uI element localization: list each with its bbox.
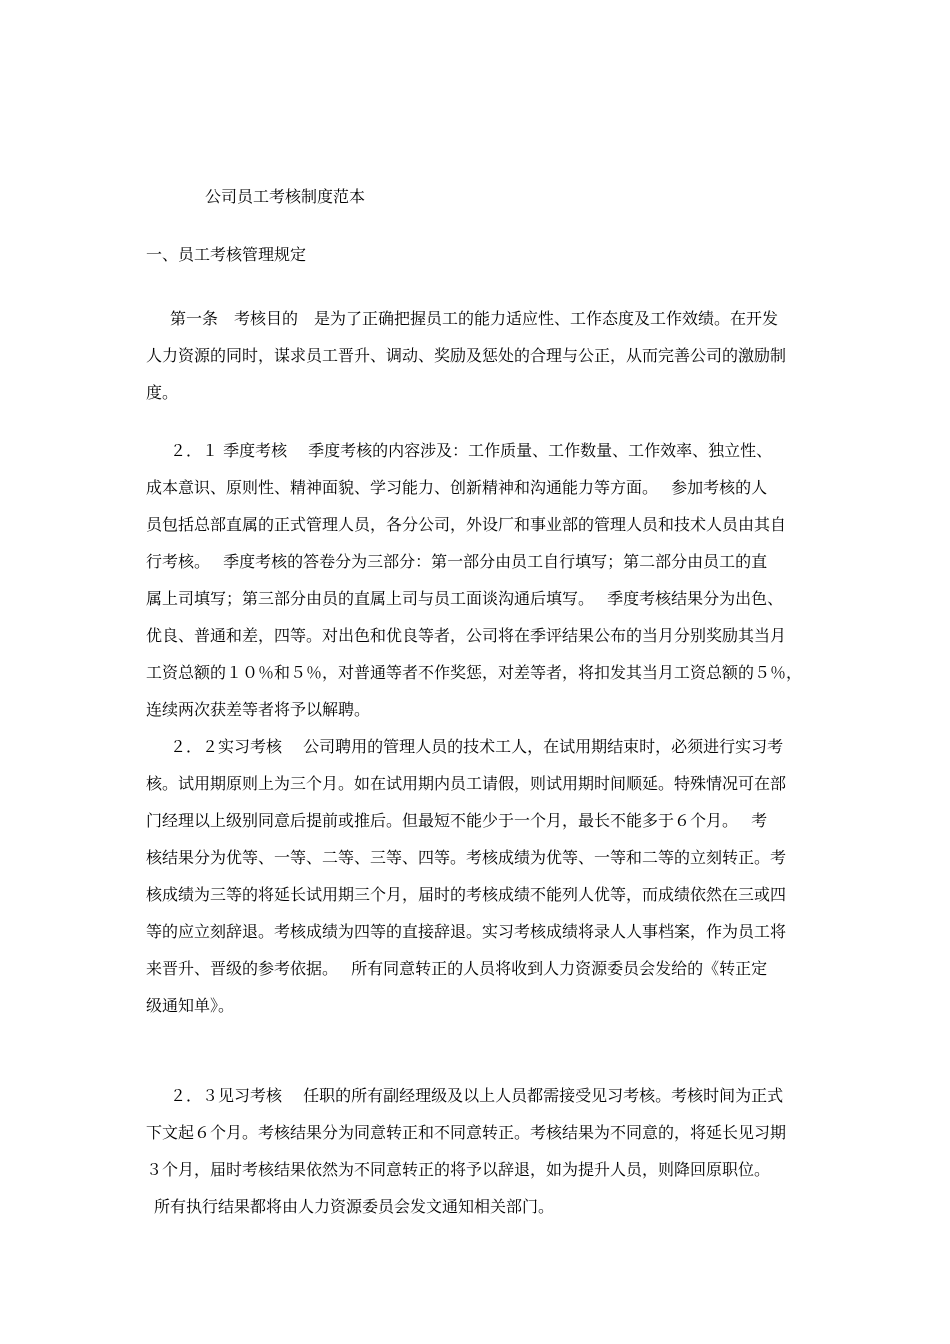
paragraph-line: 人力资源的同时，谋求员工晋升、调动、奖励及惩处的合理与公正，从而完善公司的激励制 — [146, 346, 787, 365]
paragraph-line: ３个月，届时考核结果依然为不同意转正的将予以辞退，如为提升人员，则降回原职位。 — [146, 1160, 771, 1179]
document-title: 公司员工考核制度范本 — [205, 187, 366, 206]
section-heading: 一、员工考核管理规定 — [146, 245, 307, 264]
paragraph-line: 核结果分为优等、一等、二等、三等、四等。考核成绩为优等、一等和二等的立刻转正。考 — [146, 848, 787, 867]
paragraph-line: ２．１ 季度考核 季度考核的内容涉及：工作质量、工作数量、工作效率、独立性、 — [170, 441, 773, 460]
paragraph-line: 成本意识、原则性、精神面貌、学习能力、创新精神和沟通能力等方面。 参加考核的人 — [146, 478, 768, 497]
paragraph-line: 核成绩为三等的将延长试用期三个月，届时的考核成绩不能列人优等，而成绩依然在三或四 — [146, 885, 787, 904]
paragraph-line: 行考核。 季度考核的答卷分为三部分：第一部分由员工自行填写；第二部分由员工的直 — [146, 552, 768, 571]
paragraph-line: 属上司填写；第三部分由员的直属上司与员工面谈沟通后填写。 季度考核结果分为出色、 — [146, 589, 784, 608]
paragraph-line: 核。试用期原则上为三个月。如在试用期内员工请假，则试用期时间顺延。特殊情况可在部 — [146, 774, 787, 793]
paragraph-line: 级通知单》。 — [146, 996, 235, 1015]
paragraph-probation-review — [146, 1077, 810, 1225]
paragraph-line: 等的应立刻辞退。考核成绩为四等的直接辞退。实习考核成绩将录人人事档案，作为员工将 — [146, 922, 787, 941]
paragraph-line: 员包括总部直属的正式管理人员，各分公司，外设厂和事业部的管理人员和技术人员由其自 — [146, 515, 787, 534]
paragraph-line: 下文起６个月。考核结果分为同意转正和不同意转正。考核结果为不同意的，将延长见习期 — [146, 1123, 787, 1142]
paragraph-internship-review — [146, 728, 810, 1024]
paragraph-line: 度。 — [146, 383, 179, 402]
paragraph-line: 所有执行结果都将由人力资源委员会发文通知相关部门。 — [154, 1197, 555, 1216]
paragraph-line: ２．２实习考核 公司聘用的管理人员的技术工人，在试用期结束时，必须进行实习考 — [170, 737, 784, 756]
paragraph-line: 来晋升、晋级的参考依据。 所有同意转正的人员将收到人力资源委员会发给的《转正定 — [146, 959, 768, 978]
paragraph-line: ２．３见习考核 任职的所有副经理级及以上人员都需接受见习考核。考核时间为正式 — [170, 1086, 784, 1105]
paragraph-line: 第一条 考核目的 是为了正确把握员工的能力适应性、工作态度及工作效绩。在开发 — [170, 309, 779, 328]
paragraph-quarterly-review — [146, 432, 810, 728]
paragraph-line: 工资总额的１０％和５％，对普通等者不作奖惩，对差等者，将扣发其当月工资总额的５％， — [146, 663, 803, 682]
paragraph-purpose — [146, 300, 810, 411]
paragraph-line: 门经理以上级别同意后提前或推后。但最短不能少于一个月，最长不能多于６个月。 考 — [146, 811, 768, 830]
paragraph-line: 优良、普通和差，四等。对出色和优良等者，公司将在季评结果公布的当月分别奖励其当月 — [146, 626, 787, 645]
paragraph-line: 连续两次获差等者将予以解聘。 — [146, 700, 371, 719]
